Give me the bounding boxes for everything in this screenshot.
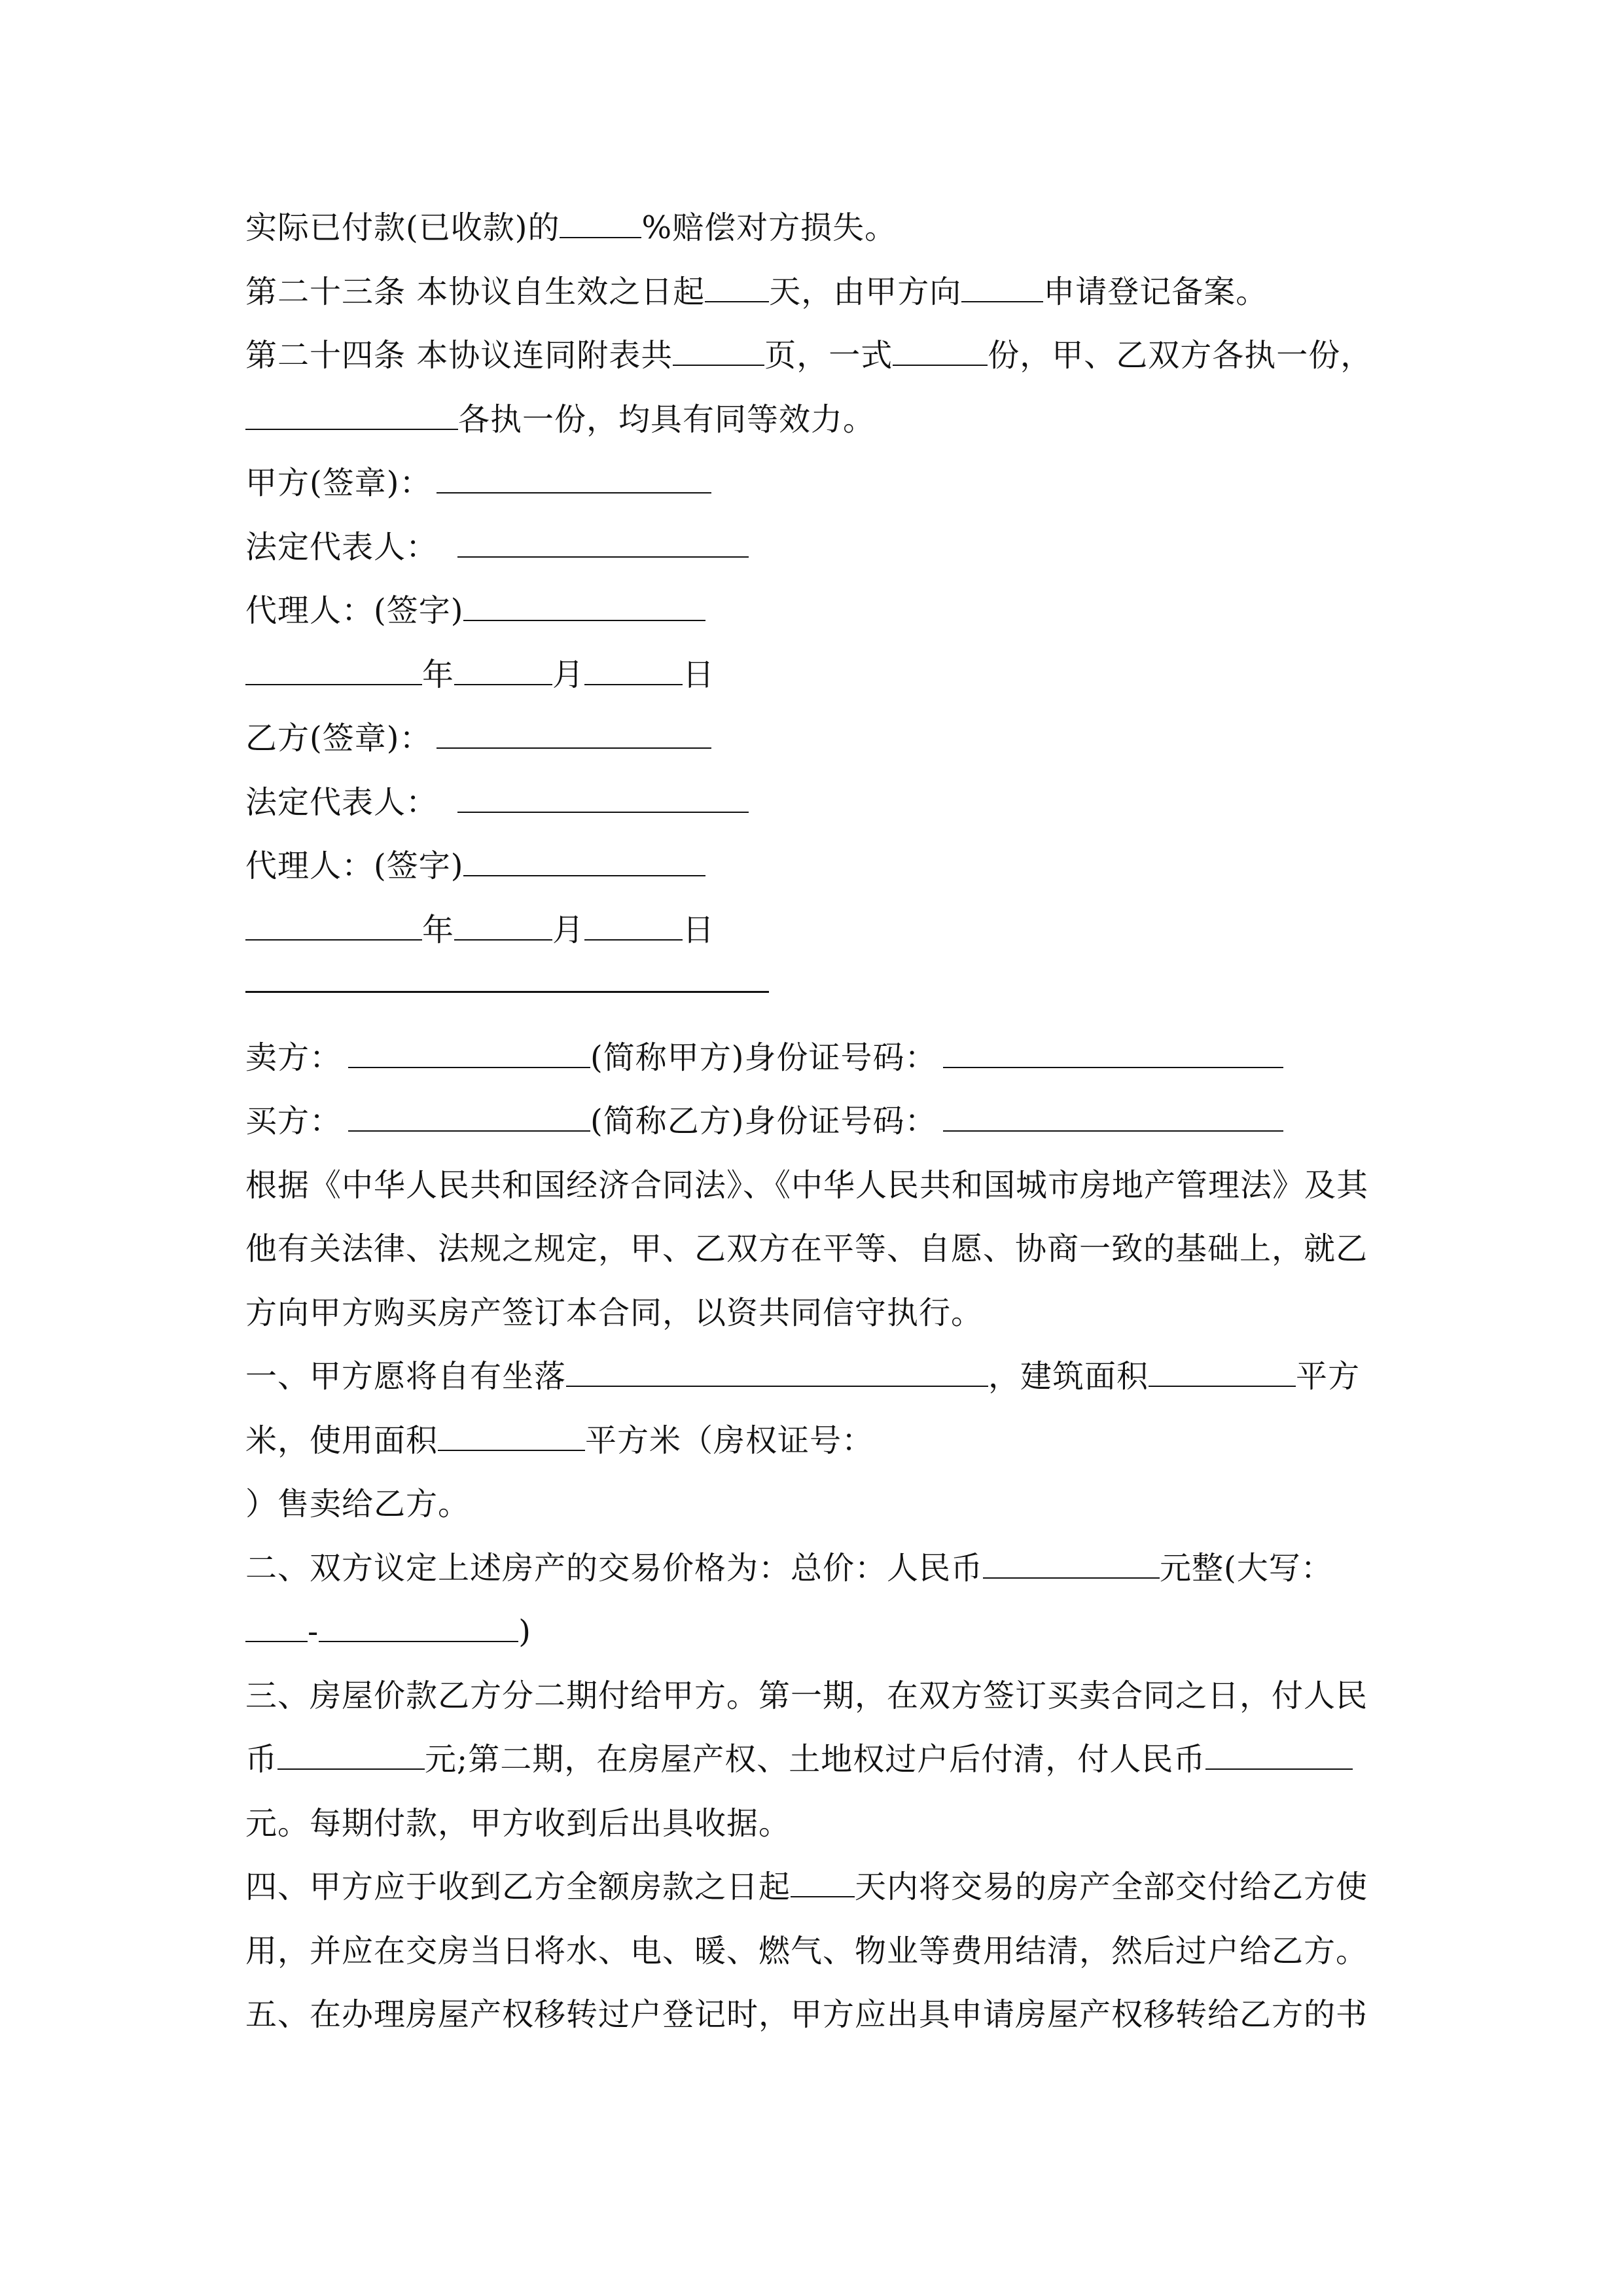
text: 二、双方议定上述房产的交易价格为：总价：人民币 <box>245 1550 984 1587</box>
text: 申请登记备案。 <box>1043 274 1268 310</box>
blank-copies <box>893 338 988 366</box>
blank-handover-days <box>791 1870 855 1897</box>
clause-3-line-3 <box>245 1804 791 1843</box>
clause-5-line-1 <box>245 1995 1368 2034</box>
label: 代理人：(签字) <box>245 592 464 629</box>
clause-4-line-2 <box>245 1931 1368 1971</box>
party-a-agent <box>245 591 705 630</box>
text: 根据《中华人民共和国经济合同法》、《中华人民共和国城市房地产管理法》及其 <box>245 1167 1369 1204</box>
party-b-seal <box>245 719 711 758</box>
label: 买方： <box>245 1103 342 1139</box>
clause-2-line-1 <box>245 1549 1333 1588</box>
blank-seller-name <box>348 1041 590 1068</box>
text: %赔偿对方损失。 <box>641 209 897 246</box>
text: ，建筑面积 <box>988 1358 1149 1395</box>
text: 四、甲方应于收到乙方全额房款之日起 <box>245 1869 791 1905</box>
signature-line <box>457 530 749 558</box>
clause-1-line-3 <box>245 1484 470 1524</box>
label: 代理人：(签字) <box>245 848 464 884</box>
signature-line <box>463 594 705 621</box>
blank-percent <box>560 211 641 238</box>
buyer-line <box>245 1102 1283 1141</box>
text: 五、在办理房屋产权移转过户登记时，甲方应出具申请房屋产权移转给乙方的书 <box>245 1996 1368 2033</box>
blank-registry <box>961 275 1043 302</box>
article-23 <box>245 272 1268 312</box>
label: 卖方： <box>245 1039 342 1076</box>
blank-buyer-id <box>943 1104 1283 1132</box>
clause-1-line-1 <box>245 1357 1360 1396</box>
preamble-line-2 <box>245 1229 1368 1268</box>
signature-line <box>437 721 711 749</box>
text: 月 <box>552 656 585 693</box>
text: (简称乙方)身份证号码： <box>590 1103 937 1139</box>
text: 第二十四条 本协议连同附表共 <box>245 337 673 374</box>
blank-building-area <box>1149 1359 1296 1387</box>
blank-capital-1 <box>245 1615 308 1642</box>
text: - <box>308 1613 319 1650</box>
separator-line <box>245 991 769 993</box>
label: 甲方(签章)： <box>245 465 432 501</box>
text: 第二十三条 本协议自生效之日起 <box>245 274 705 310</box>
party-b-legal-rep <box>245 783 749 822</box>
text: 年 <box>422 656 455 693</box>
blank-month <box>454 913 552 941</box>
text: 一、甲方愿将自有坐落 <box>245 1358 567 1395</box>
blank-year <box>245 913 422 941</box>
text: 份，甲、乙双方各执一份， <box>988 337 1373 374</box>
text: 实际已付款(已收款)的 <box>245 209 560 246</box>
text: 天，由甲方向 <box>769 274 962 310</box>
preamble-line-1 <box>245 1166 1368 1205</box>
text: 元;第二期，在房屋产权、土地权过户后付清，付人民币 <box>425 1741 1206 1778</box>
blank-month <box>454 658 552 685</box>
article-24-cont <box>245 400 875 439</box>
blank-second-payment <box>1205 1742 1353 1770</box>
clause-3-line-2 <box>245 1740 1353 1779</box>
label: 法定代表人： <box>245 784 438 821</box>
blank-day <box>584 658 683 685</box>
blank-buyer-name <box>348 1104 590 1132</box>
label: 乙方(签章)： <box>245 720 432 757</box>
text: 三、房屋价款乙方分二期付给甲方。第一期，在双方签订买卖合同之日，付人民 <box>245 1677 1368 1714</box>
blank-year <box>245 658 422 685</box>
text: 米，使用面积 <box>245 1422 438 1459</box>
text: 月 <box>552 912 585 948</box>
signature-line <box>457 785 749 813</box>
seller-line <box>245 1038 1283 1077</box>
blank-seller-id <box>943 1041 1283 1068</box>
preamble-line-3 <box>245 1293 983 1333</box>
blank-location <box>566 1359 988 1387</box>
text: (简称甲方)身份证号码： <box>590 1039 937 1076</box>
blank-party <box>245 403 458 430</box>
party-b-agent <box>245 846 705 886</box>
text: 平方米（房权证号： <box>585 1422 874 1459</box>
signature-line <box>437 466 711 493</box>
blank-pages <box>673 338 764 366</box>
text: 日 <box>683 912 715 948</box>
blank-total-price <box>983 1551 1160 1579</box>
text: 天内将交易的房产全部交付给乙方使 <box>855 1869 1368 1905</box>
line-compensation <box>245 208 897 247</box>
text: 页，一式 <box>764 337 893 374</box>
blank-first-payment <box>277 1742 425 1770</box>
text: 币 <box>245 1741 278 1778</box>
text: 用，并应在交房当日将水、电、暖、燃气、物业等费用结清，然后过户给乙方。 <box>245 1933 1368 1969</box>
clause-1-line-2 <box>245 1421 874 1460</box>
blank-days <box>705 275 769 302</box>
text: 元整(大写： <box>1160 1550 1333 1587</box>
text: 他有关法律、法规之规定，甲、乙双方在平等、自愿、协商一致的基础上，就乙 <box>245 1230 1368 1267</box>
blank-usable-area <box>438 1424 585 1451</box>
clause-3-line-1 <box>245 1676 1368 1715</box>
text: ）售卖给乙方。 <box>245 1486 471 1522</box>
article-24 <box>245 336 1372 375</box>
text: 元。每期付款，甲方收到后出具收据。 <box>245 1805 791 1842</box>
clause-4-line-1 <box>245 1867 1368 1907</box>
text: 年 <box>422 912 455 948</box>
text: 平方 <box>1296 1358 1361 1395</box>
clause-2-line-2 <box>245 1612 531 1651</box>
signature-line <box>463 849 705 876</box>
party-b-date <box>245 910 715 950</box>
party-a-seal <box>245 463 711 503</box>
label: 法定代表人： <box>245 529 438 565</box>
text: 方向甲方购买房产签订本合同，以资共同信守执行。 <box>245 1295 984 1331</box>
blank-day <box>584 913 683 941</box>
blank-capital-2 <box>319 1615 518 1642</box>
text: 各执一份，均具有同等效力。 <box>458 401 876 438</box>
party-a-date <box>245 655 715 694</box>
party-a-legal-rep <box>245 528 749 567</box>
text: ) <box>518 1613 531 1650</box>
text: 日 <box>683 656 715 693</box>
